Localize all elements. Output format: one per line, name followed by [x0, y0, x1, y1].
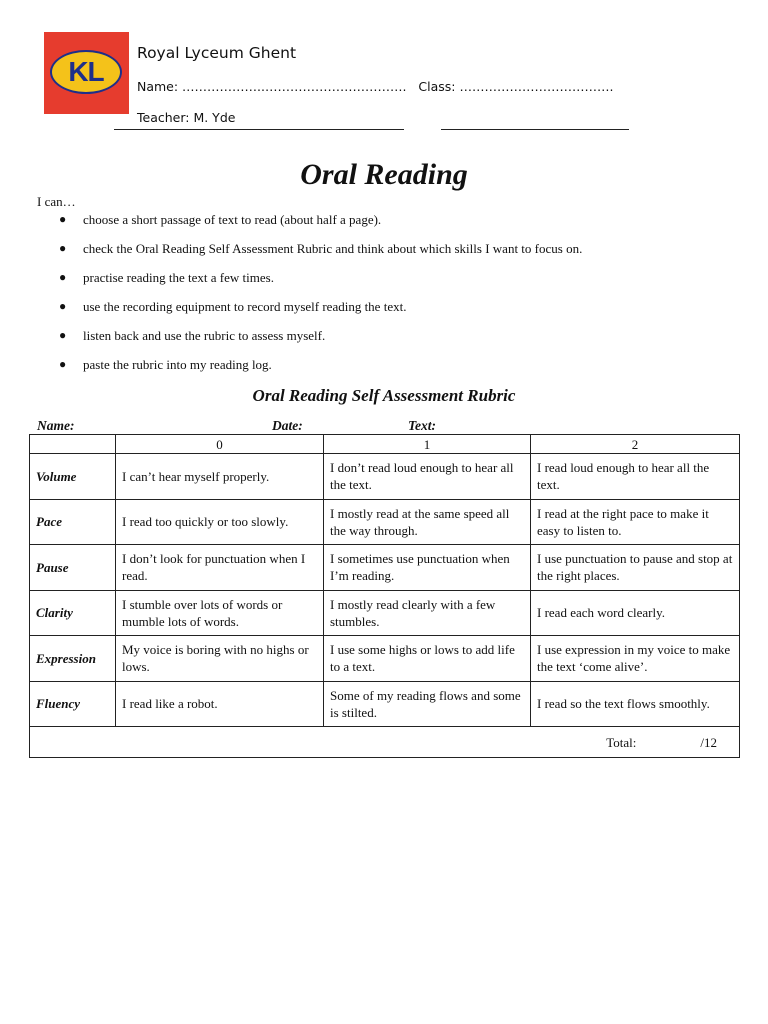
teacher-line: Teacher: M. Yde — [137, 110, 236, 125]
rubric-cell: I read loud enough to hear all the text. — [531, 454, 740, 500]
header-divider-right — [441, 129, 629, 130]
rubric-cell: I read at the right pace to make it easy to listen to. — [531, 499, 740, 545]
rubric-title: Oral Reading Self Assessment Rubric — [252, 386, 516, 405]
header-divider-left — [114, 129, 404, 130]
bullet-icon: ● — [59, 212, 67, 226]
table-row — [30, 590, 740, 636]
skill-cell: Fluency — [30, 681, 116, 727]
rubric-cell: I mostly read clearly with a few stumbles. — [324, 590, 531, 636]
rubric-cell: I can’t hear myself properly. — [116, 454, 324, 500]
rubric-cell: I use expression in my voice to make the text ‘come alive’. — [531, 636, 740, 682]
table-row — [30, 681, 740, 727]
rubric-cell: I read each word clearly. — [531, 590, 740, 636]
table-row — [30, 499, 740, 545]
rubric-cell: I read too quickly or too slowly. — [116, 499, 324, 545]
school-name: Royal Lyceum Ghent — [137, 44, 297, 62]
school-logo — [44, 32, 129, 114]
page-title: Oral Reading — [300, 158, 468, 191]
table-row — [30, 454, 740, 500]
header-cell-level: 2 — [531, 435, 740, 454]
bullet-icon: ● — [59, 241, 67, 255]
bullet-icon: ● — [59, 299, 67, 313]
rubric-cell: I use punctuation to pause and stop at the right places. — [531, 545, 740, 591]
name-label: Name: — [37, 418, 75, 433]
logo-oval — [50, 50, 122, 94]
total-label: Total: — [606, 734, 637, 750]
rubric-cell: I use some highs or lows to add life to a text. — [324, 636, 531, 682]
rubric-cell: I don’t look for punctuation when I read. — [116, 545, 324, 591]
bullet-icon: ● — [59, 328, 67, 342]
intro-text: I can… — [37, 194, 76, 209]
rubric-cell: I read like a robot. — [116, 681, 324, 727]
skill-cell: Expression — [30, 636, 116, 682]
name-class-line: Name: ………………..……………………………. Class: ………………………………. — [137, 79, 614, 94]
skill-cell: Pace — [30, 499, 116, 545]
rubric-cell: I read so the text flows smoothly. — [531, 681, 740, 727]
rubric-cell: My voice is boring with no highs or lows. — [116, 636, 324, 682]
skill-cell: Pause — [30, 545, 116, 591]
skill-cell: Volume — [30, 454, 116, 500]
bullet-icon: ● — [59, 357, 67, 371]
header-cell-empty — [30, 435, 116, 454]
total-value: /12 — [700, 734, 717, 750]
skill-cell: Clarity — [30, 590, 116, 636]
logo-text: KL — [68, 56, 104, 87]
rubric-table — [29, 434, 740, 758]
table-header-row — [30, 435, 740, 454]
rubric-cell: I stumble over lots of words or mumble lots of words. — [116, 590, 324, 636]
table-row — [30, 545, 740, 591]
header-cell-level: 0 — [116, 435, 324, 454]
bullet-icon: ● — [59, 270, 67, 284]
rubric-cell: I mostly read at the same speed all the way through. — [324, 499, 531, 545]
total-row — [30, 727, 740, 758]
date-label: Date: — [272, 418, 303, 433]
rubric-cell: I sometimes use punctuation when I’m reading. — [324, 545, 531, 591]
rubric-cell: Some of my reading flows and some is stilted. — [324, 681, 531, 727]
total-cell — [30, 727, 740, 758]
rubric-cell: I don’t read loud enough to hear all the text. — [324, 454, 531, 500]
header-cell-level: 1 — [324, 435, 531, 454]
text-label: Text: — [408, 418, 436, 433]
table-row — [30, 636, 740, 682]
